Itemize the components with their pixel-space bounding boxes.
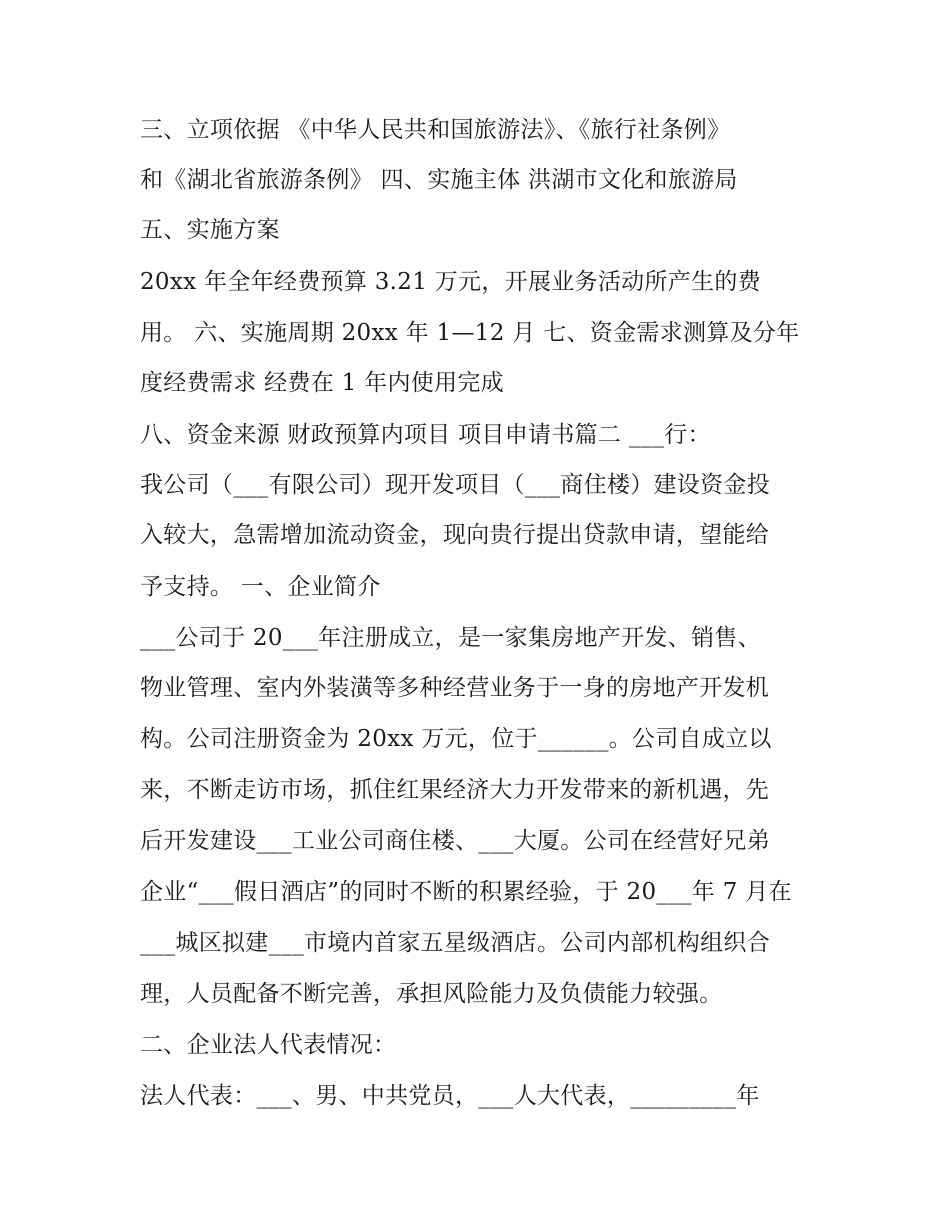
text-line: 后开发建设___工业公司商住楼、___大厦。公司在经营好兄弟 [140, 828, 770, 854]
text-line: 构。公司注册资金为 20xx 万元，位于______。公司自成立以 [140, 726, 772, 752]
text-line: 八、资金来源 财政预算内项目 项目申请书篇二 ___行： [140, 422, 711, 448]
text-line: 和《湖北省旅游条例》 四、实施主体 洪湖市文化和旅游局 [140, 167, 738, 193]
text-line: 物业管理、室内外装潢等多种经营业务于一身的房地产开发机 [140, 675, 770, 701]
text-line: 用。 六、实施周期 20xx 年 1—12 月 七、资金需求测算及分年 [140, 320, 800, 346]
text-line: 法人代表：___、男、中共党员，___人大代表，_________年 [140, 1083, 760, 1109]
text-line: 三、立项依据 《中华人民共和国旅游法》、《旅行社条例》 [140, 117, 731, 143]
text-line: 企业“___假日酒店”的同时不断的积累经验，于 20___年 7 月在 [140, 879, 792, 905]
text-line: 20xx 年全年经费预算 3.21 万元，开展业务活动所产生的费 [140, 269, 761, 295]
text-line: 度经费需求 经费在 1 年内使用完成 [140, 370, 504, 396]
text-line: 予支持。 一、企业简介 [140, 574, 381, 600]
text-line: 理，人员配备不断完善，承担风险能力及负债能力较强。 [140, 981, 723, 1007]
text-line: 入较大，急需增加流动资金，现向贵行提出贷款申请，望能给 [140, 522, 770, 548]
text-line: 我公司（___有限公司）现开发项目（___商住楼）建设资金投 [140, 472, 770, 498]
text-line: 来，不断走访市场，抓住红果经济大力开发带来的新机遇，先 [140, 777, 770, 803]
section-heading: 二、企业法人代表情况： [140, 1032, 397, 1058]
text-line: ___城区拟建___市境内首家五星级酒店。公司内部机构组织合 [140, 930, 770, 956]
text-line: ___公司于 20___年注册成立，是一家集房地产开发、销售、 [140, 625, 761, 651]
section-heading: 五、实施方案 [140, 217, 280, 243]
